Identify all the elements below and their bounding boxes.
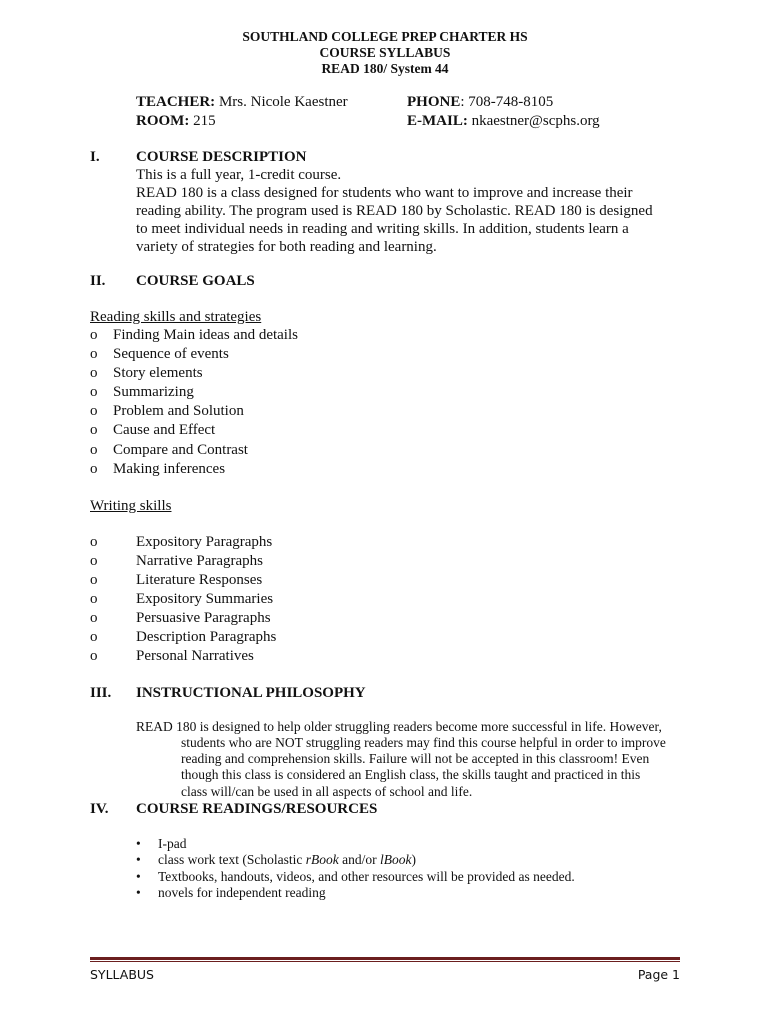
list-bullet: o <box>90 422 98 438</box>
phone-label: PHONE <box>407 94 461 110</box>
list-item: Expository Summaries <box>136 591 274 607</box>
list-item: Compare and Contrast <box>113 442 248 458</box>
section-3-line: students who are NOT struggling readers may find this course helpful in order to improve <box>181 735 666 750</box>
resource-item: I-pad <box>158 836 187 851</box>
rbook-title: rBook <box>305 852 339 867</box>
school-name: SOUTHLAND COLLEGE PREP CHARTER HS <box>242 29 528 44</box>
list-bullet: o <box>90 461 98 477</box>
teacher-value: Mrs. Nicole Kaestner <box>218 94 348 110</box>
section-1-line: READ 180 is a class designed for students who want to improve and increase their <box>136 185 633 201</box>
section-3-line: class will/can be used in all aspects of school and life. <box>181 784 473 799</box>
document-title: COURSE SYLLABUS <box>319 45 451 60</box>
section-1-title: COURSE DESCRIPTION <box>136 149 307 165</box>
section-4-number: IV. <box>90 801 109 817</box>
list-item: Story elements <box>113 365 203 381</box>
email-label: E-MAIL: <box>407 113 468 129</box>
email-line <box>407 113 600 130</box>
room-value: 215 <box>193 113 216 129</box>
resource-item <box>158 852 416 868</box>
writing-skills-heading: Writing skills <box>90 498 172 514</box>
list-bullet: o <box>90 365 98 381</box>
list-bullet: o <box>90 346 98 362</box>
list-item: Narrative Paragraphs <box>136 553 264 569</box>
section-1-line: variety of strategies for both reading and learning. <box>136 239 437 255</box>
section-1-line: to meet individual needs in reading and writing skills. In addition, students learn a <box>136 221 629 237</box>
list-bullet: o <box>90 327 98 343</box>
section-3-line: reading and comprehension skills. Failure will not be accepted in this classroom! Even <box>181 751 650 766</box>
list-item: Persuasive Paragraphs <box>136 610 271 626</box>
list-item: Making inferences <box>113 461 226 477</box>
section-1-line: This is a full year, 1-credit course. <box>136 167 342 183</box>
lbook-title: lBook <box>379 852 412 867</box>
resource-item: Textbooks, handouts, videos, and other resources will be provided as needed. <box>158 869 575 884</box>
section-3-line: though this class is considered an English class, the skills taught and practiced in this <box>181 767 641 782</box>
list-bullet: o <box>90 403 98 419</box>
section-3-title: INSTRUCTIONAL PHILOSOPHY <box>136 685 366 701</box>
list-bullet: o <box>90 648 98 664</box>
list-bullet: o <box>90 442 98 458</box>
list-item: Cause and Effect <box>113 422 216 438</box>
phone-value: : 708-748-8105 <box>460 94 554 110</box>
room-label: ROOM: <box>136 113 190 129</box>
footer-left: SYLLABUS <box>90 967 154 982</box>
list-bullet: o <box>90 384 98 400</box>
list-item: Personal Narratives <box>136 648 254 664</box>
list-bullet: o <box>90 534 98 550</box>
list-item: Finding Main ideas and details <box>113 327 298 343</box>
reading-skills-heading: Reading skills and strategies <box>90 309 262 325</box>
course-title: READ 180/ System 44 <box>321 61 449 76</box>
email-value: nkaestner@scphs.org <box>471 113 600 129</box>
resource-item-text: ) <box>411 852 416 867</box>
list-item: Sequence of events <box>113 346 229 362</box>
list-bullet: o <box>90 629 98 645</box>
list-item: Literature Responses <box>136 572 263 588</box>
footer-divider-thick <box>90 957 680 960</box>
bullet-icon: • <box>136 885 141 900</box>
section-4-title: COURSE READINGS/RESOURCES <box>136 801 378 817</box>
bullet-icon: • <box>136 869 141 884</box>
page-number: Page 1 <box>637 967 680 982</box>
list-item: Expository Paragraphs <box>136 534 273 550</box>
resource-item: novels for independent reading <box>158 885 326 900</box>
list-bullet: o <box>90 591 98 607</box>
section-1-number: I. <box>90 149 100 165</box>
bullet-icon: • <box>136 836 141 851</box>
list-bullet: o <box>90 610 98 626</box>
phone-line <box>407 94 553 111</box>
teacher-line <box>136 94 348 111</box>
section-1-line: reading ability. The program used is READ 180 by Scholastic. READ 180 is designed <box>136 203 653 219</box>
list-item: Description Paragraphs <box>136 629 277 645</box>
section-2-title: COURSE GOALS <box>136 273 255 289</box>
section-2-number: II. <box>90 273 106 289</box>
resource-item-text: and/or <box>338 852 380 867</box>
list-bullet: o <box>90 553 98 569</box>
resource-item-text: class work text (Scholastic <box>158 852 306 867</box>
section-3-number: III. <box>90 685 112 701</box>
room-line <box>136 113 216 130</box>
section-3-line: READ 180 is designed to help older struggling readers become more successful in life. However, <box>136 719 662 734</box>
teacher-label: TEACHER: <box>136 94 216 110</box>
list-item: Problem and Solution <box>113 403 244 419</box>
bullet-icon: • <box>136 852 141 867</box>
list-item: Summarizing <box>113 384 194 400</box>
footer-divider-thin <box>90 961 680 962</box>
list-bullet: o <box>90 572 98 588</box>
